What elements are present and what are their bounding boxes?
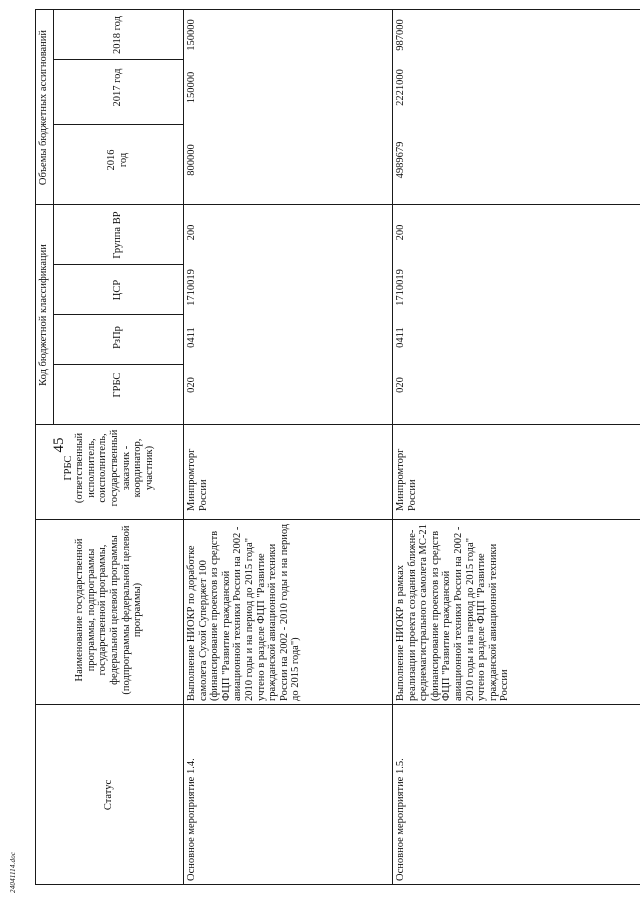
header-code-vr: Группа ВР	[112, 211, 124, 259]
row-2-name: Выполнение НИОКР в рамках реализации проекта создания ближне-среднемагистрального самолета МС-21 (финансирование проектов из средств ФЦП "Развитие гражданской авиационной техники России на 2002 - 2010 годы и на период до 2015 года" учтено в разделе ФЦП "Развитие гражданской авиационной техники России	[395, 524, 511, 701]
row-1-vr: 200	[186, 224, 197, 241]
row-divider	[392, 10, 393, 885]
row-2-status: Основное мероприятие 1.5.	[395, 758, 406, 881]
col-border-2018	[53, 59, 183, 60]
row-2-2017: 2221000	[395, 69, 406, 106]
row-1-2018: 150000	[186, 19, 197, 51]
row-2-vr: 200	[395, 224, 406, 241]
row-1-status: Основное мероприятие 1.4.	[186, 758, 197, 881]
header-bottom-border	[183, 10, 184, 885]
row-1-csr: 1710019	[186, 269, 197, 306]
row-1-code-grbs: 020	[186, 377, 197, 393]
header-year-2016: 2016 год	[106, 149, 129, 171]
row-1-name: Выполнение НИОКР по доработке самолета Сухой Суперджет 100 (финансирование проектов из средств ФЦП "Развитие гражданской авиационной техники России на 2002 - 2010 годы и на период до 2015 года" учтено в разделе ФЦП "Развитие гражданской авиационной техники России на 2002 - 2010 годы и на период до 2015 года")	[186, 523, 302, 701]
row-2-grbs: Минпромторг России	[395, 448, 418, 511]
footer-document-code: 24041114.doc	[9, 851, 17, 893]
header-name: Наименование государственной программы, подпрограммы государственной программы, федеральной целевой программы (подпрограммы федеральной целевой программы)	[74, 525, 144, 695]
row-2-2018: 987000	[395, 19, 406, 51]
row-1-2016: 800000	[186, 144, 197, 176]
header-code-rzpr: РзПр	[112, 326, 124, 349]
header-code-csr: ЦСР	[112, 279, 124, 301]
row-2-rzpr: 0411	[395, 327, 406, 348]
row-1-2017: 150000	[186, 71, 197, 104]
page-number: 45	[51, 437, 67, 453]
header-status: Статус	[103, 779, 115, 811]
header-code-grbs: ГРБС	[112, 372, 124, 398]
row-1-rzpr: 0411	[186, 327, 197, 348]
row-2-2016: 4989679	[395, 141, 406, 179]
row-2-code-grbs: 020	[395, 377, 406, 393]
header-budget-volumes: Объемы бюджетных ассигнований	[38, 29, 50, 186]
row-2-csr: 1710019	[395, 269, 406, 306]
header-year-2017: 2017 год	[112, 68, 124, 107]
header-budget-code: Код бюджетной классификации	[38, 244, 50, 386]
header-grbs: ГРБС (ответственный исполнитель, соисполнитель, государственный заказчик - координатор, участник)	[62, 429, 155, 507]
header-year-2018: 2018 год	[112, 16, 124, 54]
row-1-grbs: Минпромторг России	[186, 448, 209, 511]
